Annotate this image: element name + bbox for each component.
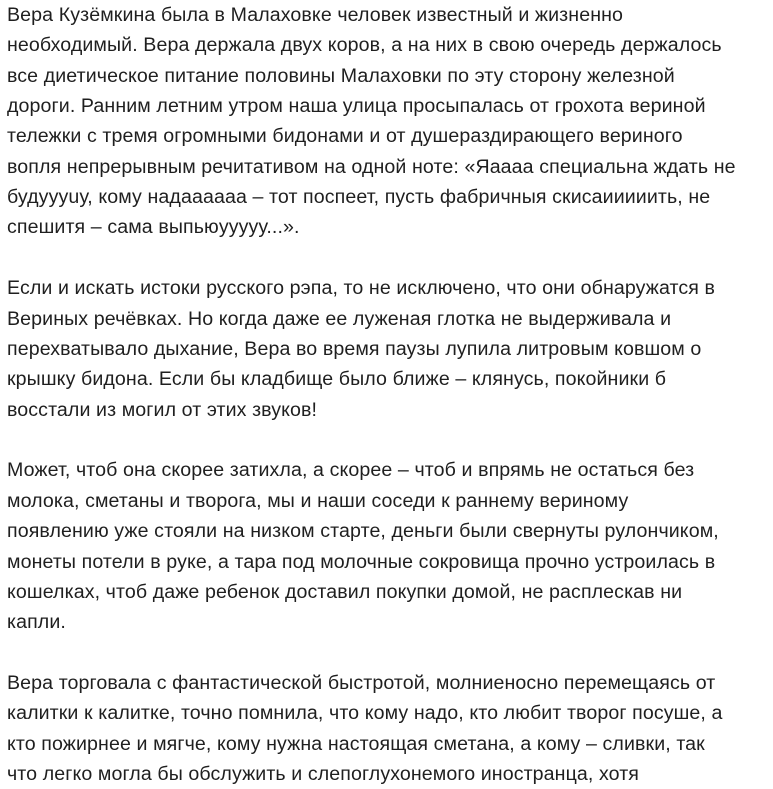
text-line: молока, сметаны и творога, мы и наши соседи к раннему вериному [7,489,629,512]
text-line: Если и искать истоки русского рэпа, то не исключено, что они обнаружатся в [7,277,716,300]
text-line: восстали из могил от этих звуков! [7,398,318,421]
text-line: дороги. Ранним летним утром наша улица просыпалась от грохота вериной [7,95,706,118]
article-body [7,0,767,789]
text-line: вопля непрерывным речитативом на одной ноте: «Яаааа специальна ждать не [7,155,736,178]
text-line: тележки с тремя огромными бидонами и от душераздирающего вериного [7,125,683,148]
text-line: Вериных речёвках. Но когда даже ее луженая глотка не выдерживала и [7,307,672,330]
text-line: кто пожирнее и мягче, кому нужна настоящая сметана, а кому – сливки, так [7,732,705,755]
text-line: будуууuу, кому надаааааа – тот поспеет, пусть фабричныя скисаииииить, не [7,186,711,209]
text-line: крышку бидона. Если бы кладбище было ближе – клянусь, покойники б [7,368,667,391]
paragraph-4 [7,668,767,789]
paragraph-3 [7,455,767,637]
paragraph-2 [7,273,767,425]
text-line: все диетическое питание половины Малаховки по эту сторону железной [7,64,675,87]
text-line: монеты потели в руке, а тара под молочные сокровища прочно устроилась в [7,550,716,573]
text-line: спешитя – сама выпьюуууyу...». [7,216,300,239]
paragraph-1 [7,0,767,243]
text-line: появлению уже стояли на низком старте, деньги были свернуты рулончиком, [7,520,719,543]
text-line: капли. [7,611,66,634]
text-line: необходимый. Вера держала двух коров, а на них в свою очередь держалось [7,34,722,57]
text-line: Может, чтоб она скорее затихла, а скорее – чтоб и впрямь не остаться без [7,459,695,482]
text-line: Вера торговала с фантастической быстротой, молниеносно перемещаясь от [7,672,716,695]
text-line: калитки к калитке, точно помнила, что кому надо, кто любит творог посуше, а [7,702,723,725]
text-line: что легко могла бы обслужить и слепоглухонемого иностранца, хотя [7,763,640,786]
text-line: Вера Кузёмкина была в Малаховке человек известный и жизненно [7,4,624,26]
text-line: кошелках, чтоб даже ребенок доставил покупки домой, не расплескав ни [7,580,683,603]
text-line: перехватывало дыхание, Вера во время паузы лупила литровым ковшом о [7,337,702,360]
